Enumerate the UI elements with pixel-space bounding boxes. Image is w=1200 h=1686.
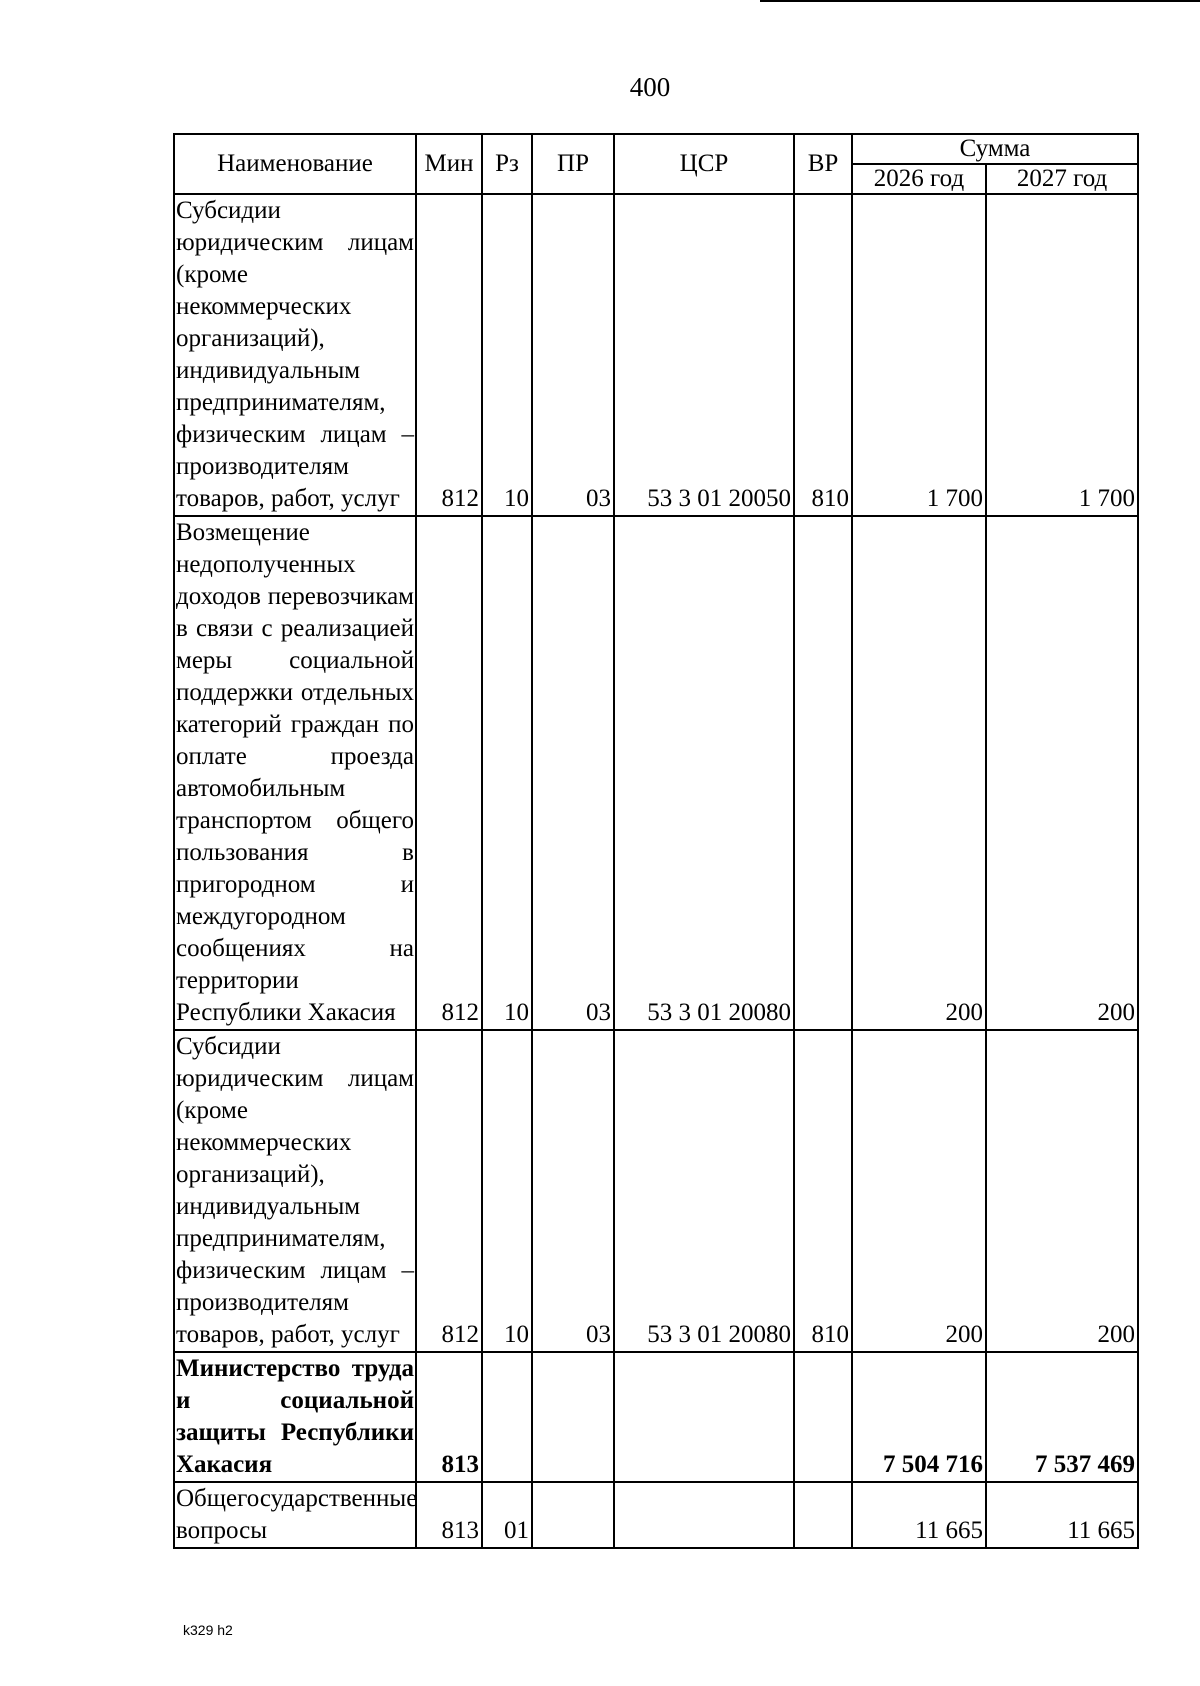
row-name: Субсидии юридическим лицам (кроме некоммерческих организаций), индивидуальным предпринимателям, физическим лицам – производителям товаров, работ, услуг [174, 194, 416, 516]
row-pr: 03 [532, 1030, 614, 1352]
row-rz: 10 [482, 194, 532, 516]
col-header-pr: ПР [532, 134, 614, 194]
table-row [174, 516, 1138, 1030]
row-csr [614, 1352, 794, 1482]
page-top-rule [760, 0, 1200, 2]
table-row [174, 1030, 1138, 1352]
row-pr: 03 [532, 194, 614, 516]
col-header-csr: ЦСР [614, 134, 794, 194]
page-number: 400 [629, 72, 671, 102]
row-min: 812 [416, 1030, 482, 1352]
col-header-vr: ВР [794, 134, 852, 194]
row-pr [532, 1352, 614, 1482]
row-sum-2027: 1 700 [986, 194, 1138, 516]
col-header-rz: Рз [482, 134, 532, 194]
row-min: 813 [416, 1482, 482, 1548]
row-sum-2026: 11 665 [852, 1482, 986, 1548]
row-vr: 810 [794, 1030, 852, 1352]
row-csr: 53 3 01 20080 [614, 516, 794, 1030]
row-sum-2027: 200 [986, 1030, 1138, 1352]
row-sum-2027: 7 537 469 [986, 1352, 1138, 1482]
row-min: 813 [416, 1352, 482, 1482]
row-vr: 810 [794, 194, 852, 516]
row-name: Возмещение недополученных доходов перевозчикам в связи с реализацией меры социальной поддержки отдельных категорий граждан по оплате проезда автомобильным транспортом общего пользования в пригородном и междугородном сообщениях на территории Республики Хакасия [174, 516, 416, 1030]
row-sum-2027: 11 665 [986, 1482, 1138, 1548]
row-vr [794, 1352, 852, 1482]
row-vr [794, 1482, 852, 1548]
col-header-name: Наименование [174, 134, 416, 194]
row-rz: 10 [482, 1030, 532, 1352]
row-sum-2026: 1 700 [852, 194, 986, 516]
table-row [174, 1352, 1138, 1482]
row-name: Общегосударственные вопросы [174, 1482, 416, 1548]
row-rz [482, 1352, 532, 1482]
row-min: 812 [416, 516, 482, 1030]
row-sum-2027: 200 [986, 516, 1138, 1030]
row-rz: 10 [482, 516, 532, 1030]
row-csr: 53 3 01 20080 [614, 1030, 794, 1352]
footer-code: k329 h2 [183, 1622, 233, 1638]
row-sum-2026: 7 504 716 [852, 1352, 986, 1482]
col-header-min: Мин [416, 134, 482, 194]
table-row [174, 194, 1138, 516]
row-pr [532, 1482, 614, 1548]
col-header-2027: 2027 год [986, 164, 1138, 194]
row-pr: 03 [532, 516, 614, 1030]
row-sum-2026: 200 [852, 516, 986, 1030]
row-vr [794, 516, 852, 1030]
col-header-2026: 2026 год [852, 164, 986, 194]
col-header-sum: Сумма [852, 134, 1138, 164]
budget-table [173, 133, 1139, 1549]
row-csr [614, 1482, 794, 1548]
row-sum-2026: 200 [852, 1030, 986, 1352]
row-rz: 01 [482, 1482, 532, 1548]
row-name: Министерство труда и социальной защиты Республики Хакасия [174, 1352, 416, 1482]
row-csr: 53 3 01 20050 [614, 194, 794, 516]
table-row [174, 1482, 1138, 1548]
row-min: 812 [416, 194, 482, 516]
row-name: Субсидии юридическим лицам (кроме некоммерческих организаций), индивидуальным предпринимателям, физическим лицам – производителям товаров, работ, услуг [174, 1030, 416, 1352]
